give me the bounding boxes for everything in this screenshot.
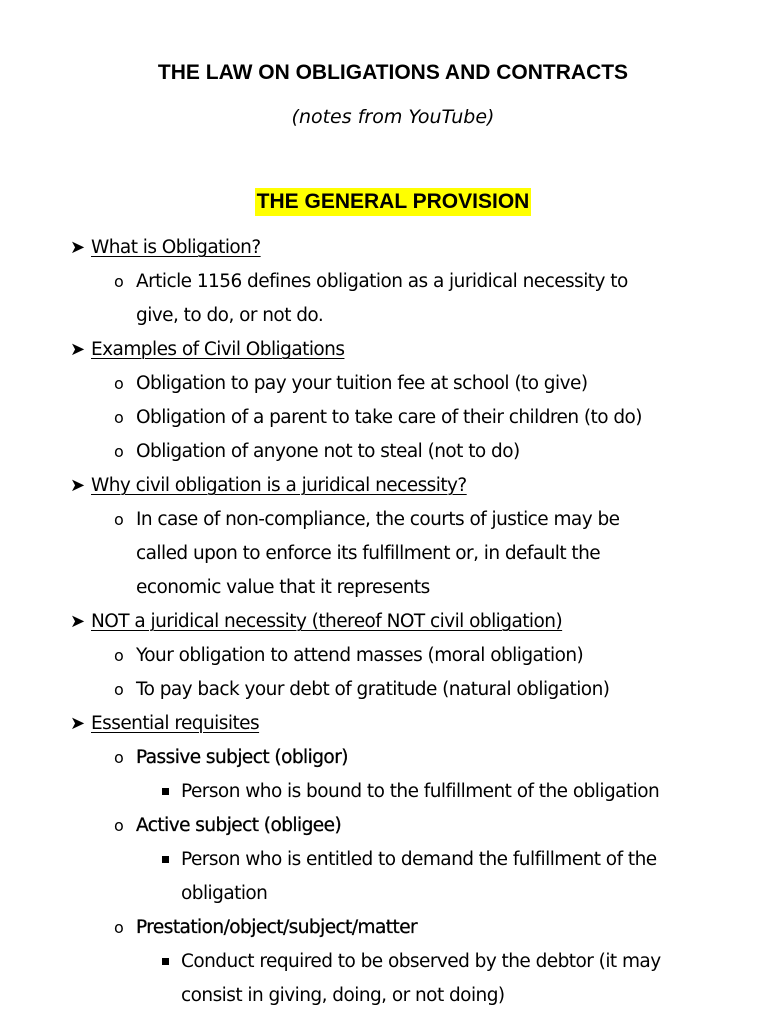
outline-point [70, 809, 760, 843]
point-line: economic value that it represents [136, 577, 430, 598]
outline-heading [70, 333, 760, 367]
outline-point [70, 435, 760, 469]
outline-subpoint [70, 843, 760, 911]
section-heading-container [0, 188, 768, 216]
requisite-label: Active subject (obligee) [136, 815, 342, 836]
point-line: Obligation of a parent to take care of their children (to do) [136, 407, 642, 428]
document-title: THE LAW ON OBLIGATIONS AND CONTRACTS [157, 61, 629, 84]
outline-subpoint [70, 945, 760, 1013]
point-line: Obligation to pay your tuition fee at school (to give) [136, 373, 588, 394]
section-heading: THE GENERAL PROVISION [255, 188, 532, 216]
circle-bullet-icon: o [114, 510, 124, 529]
requisite-label: Prestation/object/subject/matter [136, 917, 418, 938]
outline-point [70, 911, 760, 945]
circle-bullet-icon: o [114, 408, 124, 427]
outline-heading-text: NOT a juridical necessity (thereof NOT civil obligation) [91, 611, 563, 632]
document-subtitle: (notes from YouTube) [291, 106, 495, 128]
point-line: To pay back your debt of gratitude (natural obligation) [136, 679, 610, 700]
outline-point [70, 673, 760, 707]
outline-heading-text: What is Obligation? [91, 237, 261, 258]
circle-bullet-icon: o [114, 748, 124, 767]
point-line: give, to do, or not do. [136, 305, 324, 326]
subpoint-line: Person who is bound to the fulfillment of the obligation [181, 781, 660, 802]
outline-heading [70, 231, 760, 265]
outline-point [70, 401, 760, 435]
subpoint-line: obligation [181, 883, 268, 904]
point-line: Obligation of anyone not to steal (not to do) [136, 441, 520, 462]
arrow-bullet-icon: ➤ [70, 339, 85, 360]
requisite-label: Passive subject (obligor) [136, 747, 348, 768]
notes-content [70, 231, 760, 1013]
point-line: Your obligation to attend masses (moral obligation) [136, 645, 584, 666]
circle-bullet-icon: o [114, 918, 124, 937]
outline-heading-text: Examples of Civil Obligations [91, 339, 345, 360]
point-line: In case of non-compliance, the courts of justice may be [136, 509, 620, 530]
arrow-bullet-icon: ➤ [70, 475, 85, 496]
subpoint-line: Person who is entitled to demand the fulfillment of the [181, 849, 657, 870]
square-bullet-icon [162, 856, 169, 863]
outline-heading-text: Essential requisites [91, 713, 260, 734]
outline-point [70, 741, 760, 775]
square-bullet-icon [162, 788, 169, 795]
point-line: Article 1156 defines obligation as a juridical necessity to [136, 271, 628, 292]
outline-subpoint [70, 775, 760, 809]
circle-bullet-icon: o [114, 272, 124, 291]
arrow-bullet-icon: ➤ [70, 611, 85, 632]
circle-bullet-icon: o [114, 374, 124, 393]
outline-heading [70, 707, 760, 741]
circle-bullet-icon: o [114, 646, 124, 665]
outline-point [70, 639, 760, 673]
outline-point [70, 503, 760, 605]
subpoint-line: consist in giving, doing, or not doing) [181, 985, 505, 1006]
outline-point [70, 265, 760, 333]
square-bullet-icon [162, 958, 169, 965]
outline-heading-text: Why civil obligation is a juridical necessity? [91, 475, 467, 496]
outline-point [70, 367, 760, 401]
circle-bullet-icon: o [114, 680, 124, 699]
outline-heading [70, 469, 760, 503]
subpoint-line: Conduct required to be observed by the debtor (it may [181, 951, 661, 972]
circle-bullet-icon: o [114, 816, 124, 835]
arrow-bullet-icon: ➤ [70, 713, 85, 734]
circle-bullet-icon: o [114, 442, 124, 461]
arrow-bullet-icon: ➤ [70, 237, 85, 258]
outline-heading [70, 605, 760, 639]
point-line: called upon to enforce its fulfillment or, in default the [136, 543, 601, 564]
